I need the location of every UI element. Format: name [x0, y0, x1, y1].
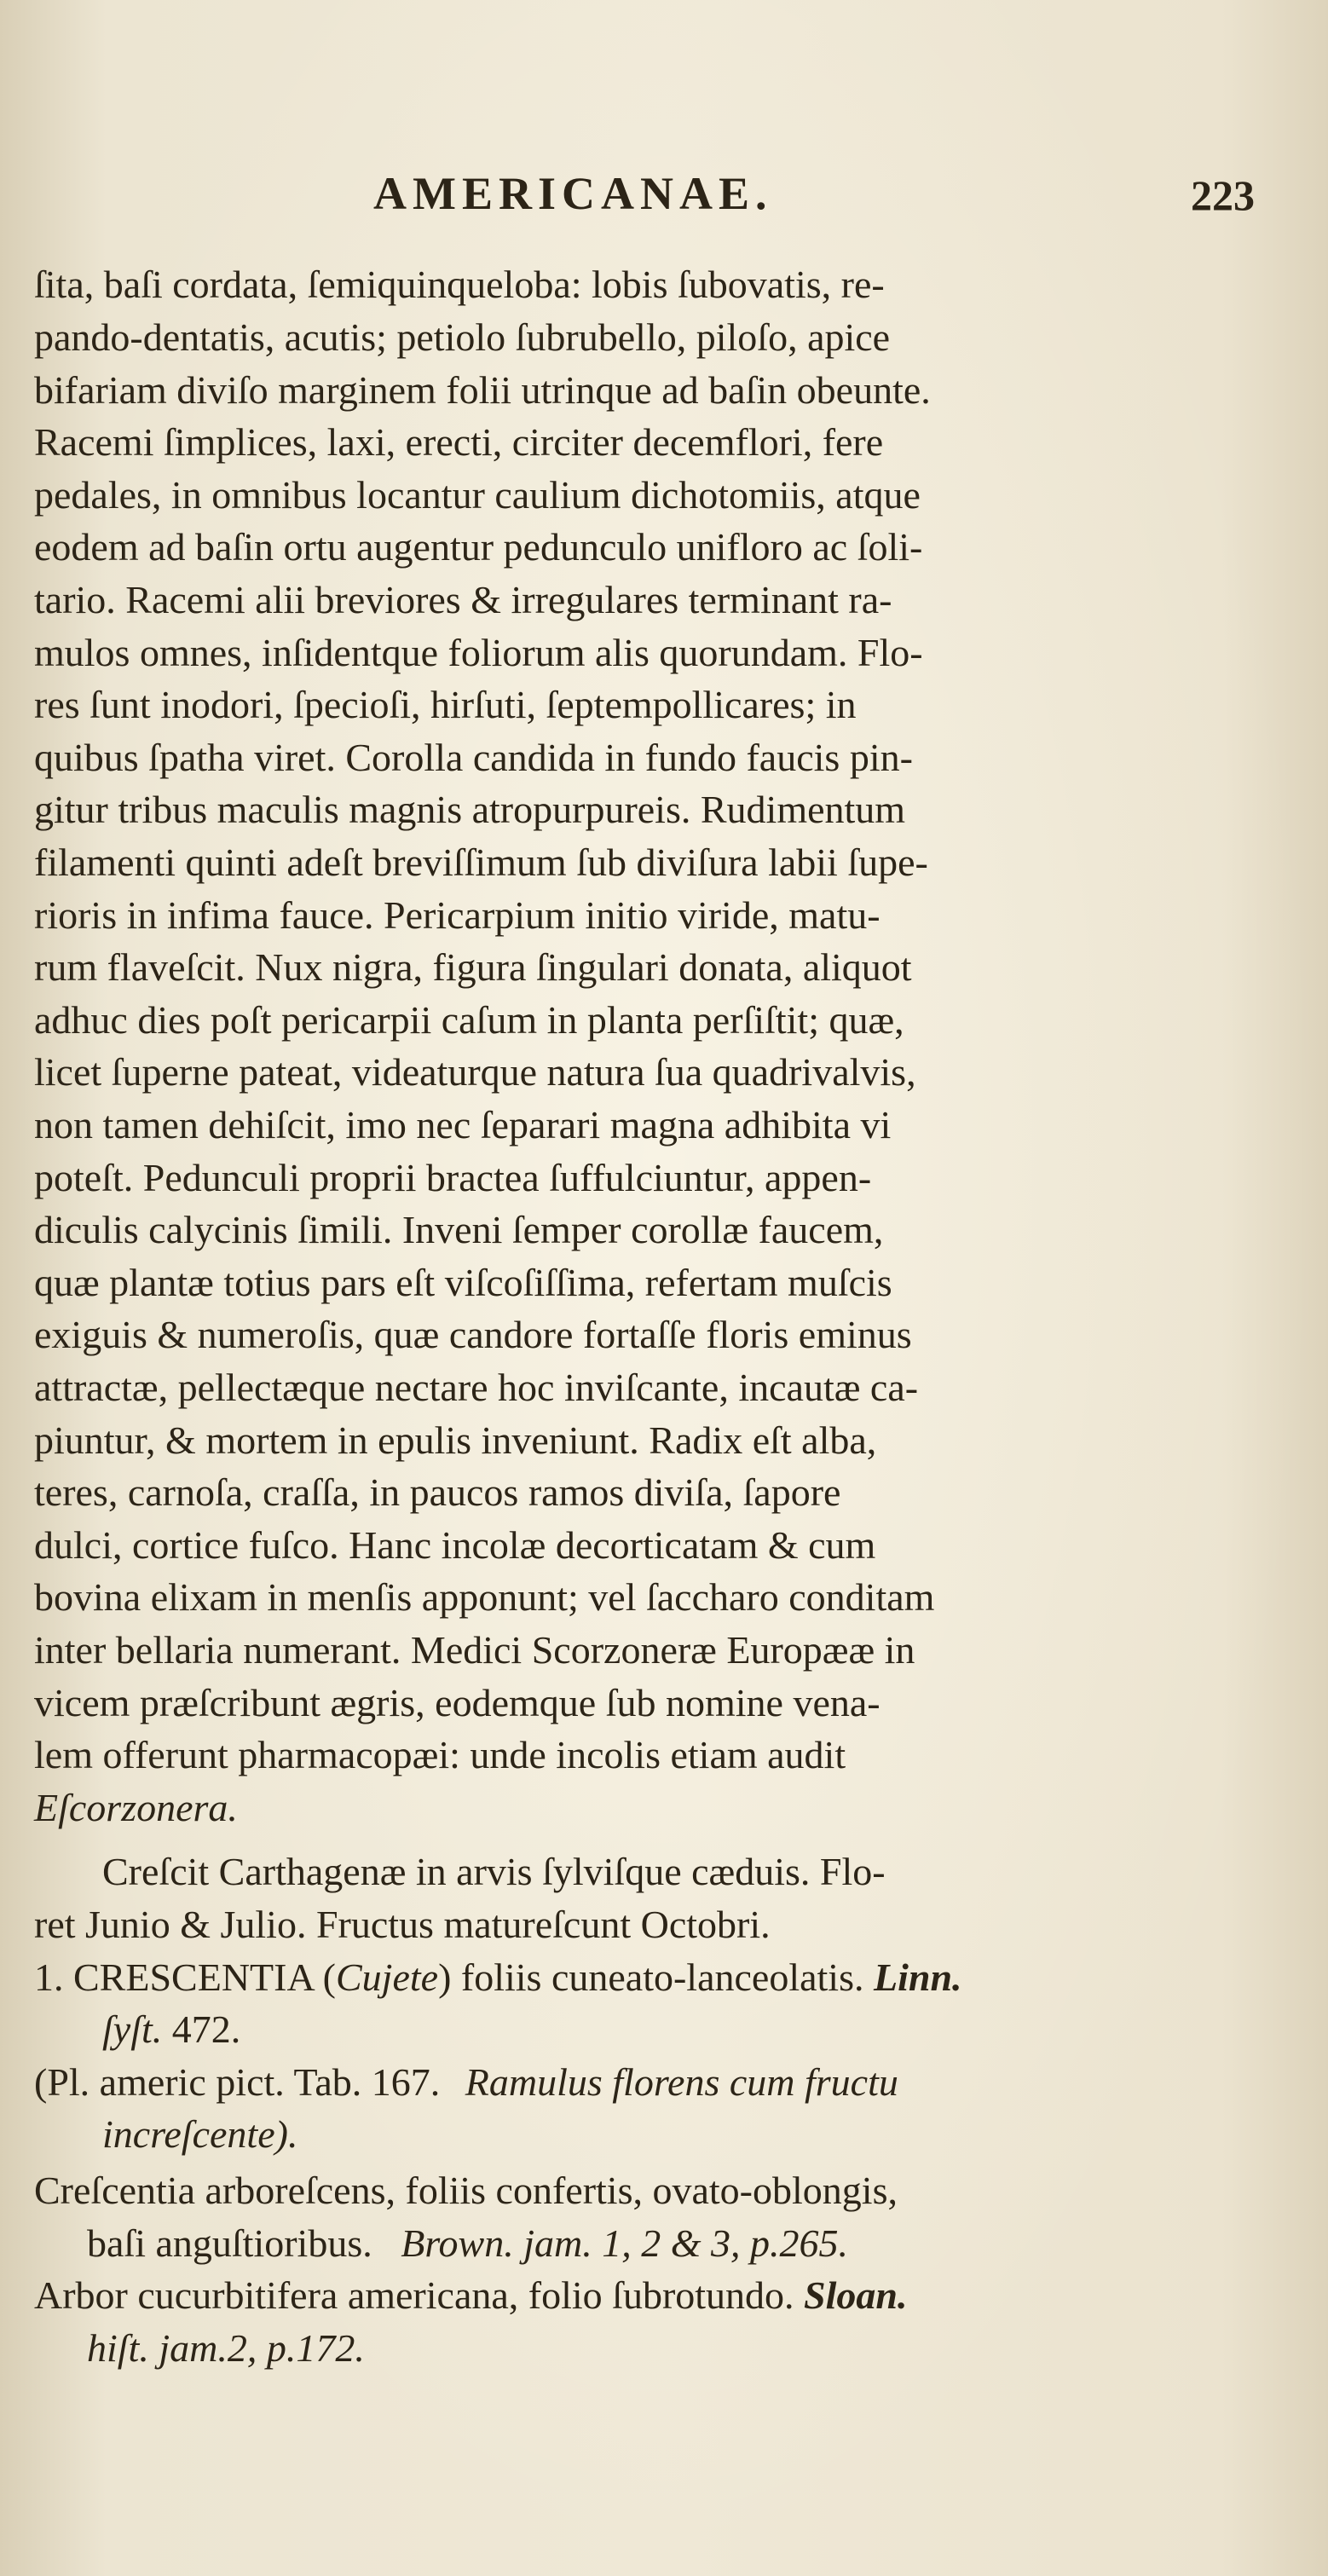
species-heading: 1. CRESCENTIA (Cujete) foliis cuneato-lanceolatis. Linn.: [34, 1955, 962, 1999]
species-genus: CRESCENTIA: [73, 1955, 314, 1999]
text-line: bovina elixam in menſis apponunt; vel ſaccharo conditam: [34, 1575, 935, 1619]
habitat-line: Creſcit Carthagenæ in arvis ſylviſque cæduis. Flo-: [102, 1850, 886, 1893]
plate-reference: [34, 2059, 898, 2106]
text-line: non tamen dehiſcit, imo nec ſeparari magna adhibita vi: [34, 1103, 892, 1146]
text-line: eodem ad baſin ortu augentur pedunculo unifloro ac ſoli-: [34, 525, 923, 569]
text-line: pando-dentatis, acutis; petiolo ſubrubello, piloſo, apice: [34, 315, 891, 359]
species-reference: [102, 2006, 240, 2053]
text-line: poteſt. Pedunculi proprii bractea ſuffulciuntur, appen-: [34, 1156, 872, 1199]
species-diagnosis: foliis cuneato-lanceolatis.: [460, 1955, 864, 1999]
synonym-brown: Creſcentia arboreſcens, foliis confertis, ovato-oblongis,: [34, 2169, 898, 2212]
habitat-line: ret Junio & Julio. Fructus matureſcunt Octobri.: [34, 1903, 771, 1946]
text-line: ſita, baſi cordata, ſemiquinqueloba: lobis ſubovatis, re-: [34, 263, 885, 306]
species-common-name: Cujete: [335, 1955, 439, 1999]
text-line: lem offerunt pharmacopæi: unde incolis etiam audit: [34, 1733, 846, 1776]
text-line: quæ plantæ totius pars eſt viſcoſiſſima, refertam muſcis: [34, 1261, 892, 1304]
text-line: mulos omnes, inſidentque foliorum alis quorundam. Flo-: [34, 631, 923, 674]
page-header: [0, 167, 1328, 227]
reference-work: ſyſt.: [102, 2007, 163, 2051]
text-line: dulci, cortice fuſco. Hanc incolæ decorticatam & cum: [34, 1523, 876, 1567]
text-line: rioris in infima fauce. Pericarpium initio viride, matu-: [34, 893, 881, 937]
page-number: 223: [1191, 171, 1255, 219]
text-line: bifariam diviſo marginem folii utrinque ad baſin obeunte.: [34, 368, 931, 412]
text-line: exiguis & numeroſis, quæ candore fortaſſe floris eminus: [34, 1313, 912, 1356]
text-line: Racemi ſimplices, laxi, erecti, circiter decemflori, fere: [34, 420, 884, 464]
synonym-brown-text2: baſi anguſtioribus.: [87, 2221, 372, 2265]
synonym-sloane-text: Arbor cucurbitifera americana, folio ſubrotundo.: [34, 2273, 794, 2317]
text-line: attractæ, pellectæque nectare hoc inviſcante, incautæ ca-: [34, 1366, 919, 1409]
linnaeus-ref: Linn.: [874, 1955, 962, 1999]
text-line: adhuc dies poſt pericarpii caſum in planta perſiſtit; quæ,: [34, 998, 904, 1042]
brown-reference: Brown. jam. 1, 2 & 3, p.265.: [401, 2221, 849, 2265]
text-line: tario. Racemi alii breviores & irregulares terminant ra-: [34, 578, 892, 621]
plate-caption-cont: increſcente).: [102, 2112, 298, 2156]
sloane-reference: hiſt. jam.2, p.172.: [87, 2326, 365, 2370]
text-line: pedales, in omnibus locantur caulium dichotomiis, atque: [34, 473, 921, 517]
text-line: piuntur, & mortem in epulis inveniunt. Radix eſt alba,: [34, 1418, 877, 1462]
synonym-brown-cont: [87, 2220, 848, 2267]
text-line: filamenti quinti adeſt breviſſimum ſub diviſura labii ſupe-: [34, 840, 928, 884]
text-line: res ſunt inodori, ſpecioſi, hirſuti, ſeptempollicares; in: [34, 683, 857, 726]
running-title: AMERICANAE.: [373, 168, 773, 219]
text-line: vicem præſcribunt ægris, eodemque ſub nomine vena-: [34, 1681, 881, 1724]
text-line: diculis calycinis ſimili. Inveni ſemper corollæ faucem,: [34, 1208, 884, 1251]
species-number: 1.: [34, 1955, 64, 1999]
sloane-ref-author: Sloan.: [804, 2273, 908, 2317]
escorzonera-line: Eſcorzonera.: [34, 1786, 238, 1829]
plate-prefix: (Pl. americ pict. Tab. 167.: [34, 2060, 441, 2104]
text-line: teres, carnoſa, craſſa, in paucos ramos diviſa, ſapore: [34, 1470, 841, 1514]
text-line: rum flaveſcit. Nux nigra, figura ſingulari donata, aliquot: [34, 945, 912, 989]
text-line: gitur tribus maculis magnis atropurpureis. Rudimentum: [34, 788, 906, 831]
text-line: quibus ſpatha viret. Corolla candida in fundo faucis pin-: [34, 736, 913, 779]
reference-page: 472.: [171, 2007, 241, 2051]
synonym-sloane: [34, 2272, 908, 2319]
plate-caption: Ramulus florens cum fructu: [465, 2060, 898, 2104]
text-line: licet ſuperne pateat, videaturque natura ſua quadrivalvis,: [34, 1050, 916, 1094]
text-line: inter bellaria numerant. Medici Scorzoneræ Europææ in: [34, 1628, 915, 1672]
